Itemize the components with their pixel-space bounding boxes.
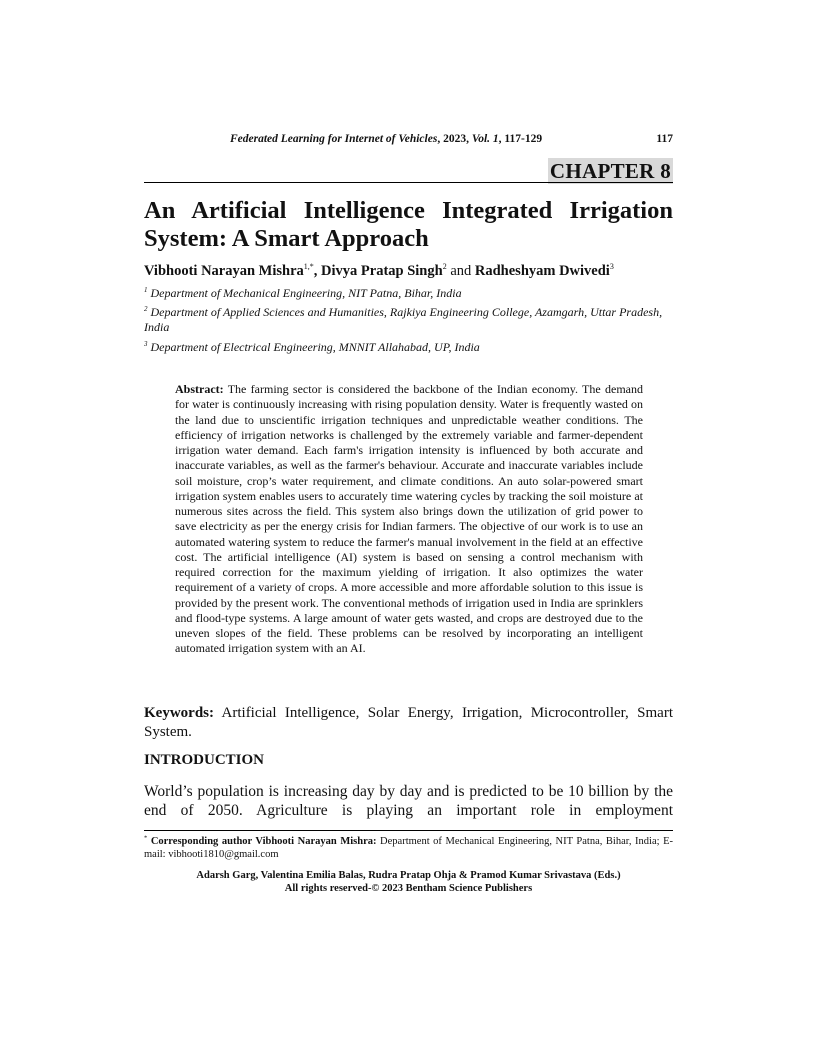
affiliation-3-sup: 3 — [144, 340, 148, 348]
abstract-label: Abstract: — [175, 382, 224, 396]
author-sep-1: , — [313, 263, 322, 279]
publisher-rights: All rights reserved-© 2023 Bentham Science Publishers — [284, 882, 533, 894]
affiliation-2-sup: 2 — [144, 305, 148, 313]
affiliation-2 — [144, 305, 673, 335]
title-line-2: System: A Smart Approach — [144, 225, 429, 252]
affiliation-2-text: Department of Applied Sciences and Humanities, Rajkiya Engineering College, Azamgarh, Uttar Pradesh, India — [144, 305, 663, 334]
abstract — [175, 382, 643, 657]
footnote-label: Corresponding author Vibhooti Narayan Mishra: — [147, 836, 377, 847]
footnote-rule — [144, 830, 673, 831]
paper-title — [144, 197, 673, 253]
author-1: Vibhooti Narayan Mishra — [144, 263, 304, 279]
abstract-text: The farming sector is considered the backbone of the Indian economy. The demand for water is continuously increasing with rising population density. Water is frequently wasted on the land due to unscientific irrigation techniques and unpredictable weather conditions. The efficiency of irrigation networks is challenged by the extremely variable and farmer-dependent irrigation water demand. Each farm's irrigation intensity is influenced by both accurate and inaccurate variables, as well as the farmer's behaviour. Accurate and inaccurate variables include soil moisture, crop’s water requirement, and climate conditions. An auto solar-powered smart irrigation system enables users to accurately time watering cycles by tracking the soil moisture at numerous sites across the field. This system also brings down the utilization of grid power to save electricity as per the energy crisis for Indian farmers. The objective of our work is to use an automated watering system to reduce the farmer's manual involvement in the field at an effective cost. The artificial intelligence (AI) system is based on sensing a control mechanism with required correction for the maximum yielding of irrigation. It also optimizes the water requirement of a variety of crops. A more accessible and more affordable solution to this issue is provided by the present work. The conventional methods of irrigation used in India are sprinklers and flood-type systems. A large amount of water gets wasted, and crops are destroyed due to the uneven slopes of the field. These problems can be resolved by incorporating an intelligent automated irrigation system with an AI. — [175, 382, 643, 656]
publisher-note — [144, 870, 673, 895]
journal-volume: Vol. 1 — [471, 133, 499, 145]
section-heading: INTRODUCTION — [144, 752, 265, 768]
keywords-text: Artificial Intelligence, Solar Energy, Irrigation, Microcontroller, Smart System. — [144, 705, 673, 740]
keywords — [144, 704, 673, 742]
chapter-rule — [144, 182, 673, 183]
journal-title: Federated Learning for Internet of Vehicles — [230, 133, 438, 145]
keywords-label: Keywords: — [144, 705, 214, 721]
title-line-1: An Artificial Intelligence Integrated Irrigation — [144, 197, 673, 224]
affiliation-1 — [144, 286, 673, 301]
affiliation-3-text: Department of Electrical Engineering, MNNIT Allahabad, UP, India — [147, 340, 480, 354]
affiliation-1-text: Department of Mechanical Engineering, NIT Patna, Bihar, India — [147, 286, 462, 300]
author-2: Divya Pratap Singh — [321, 263, 443, 279]
footnote-sup: * — [144, 834, 148, 842]
author-3-sup: 3 — [609, 262, 614, 272]
journal-pages: , 117-129 — [498, 133, 543, 145]
affiliation-3 — [144, 340, 673, 355]
affiliation-1-sup: 1 — [144, 286, 148, 294]
footnote — [144, 835, 673, 861]
author-1-sup: 1,* — [303, 262, 314, 272]
page-number: 117 — [656, 133, 673, 145]
footnote-text: Department of Mechanical Engineering, NIT Patna, Bihar, India; E-mail: vibhooti1810@gmail.com — [144, 836, 673, 860]
journal-year: , 2023, — [437, 133, 472, 145]
journal-citation — [230, 133, 542, 145]
publisher-editors: Adarsh Garg, Valentina Emilia Balas, Rudra Pratap Ohja & Pramod Kumar Srivastava (Eds.) — [196, 870, 621, 881]
author-2-sup: 2 — [442, 262, 447, 272]
author-list — [144, 263, 614, 280]
chapter-label: CHAPTER 8 — [549, 159, 671, 183]
author-3: Radheshyam Dwivedi — [474, 263, 610, 279]
author-sep-2: and — [446, 263, 475, 279]
intro-paragraph: World’s population is increasing day by day and is predicted to be 10 billion by the end of 2050. Agriculture is playing an important role in employment — [144, 783, 673, 819]
